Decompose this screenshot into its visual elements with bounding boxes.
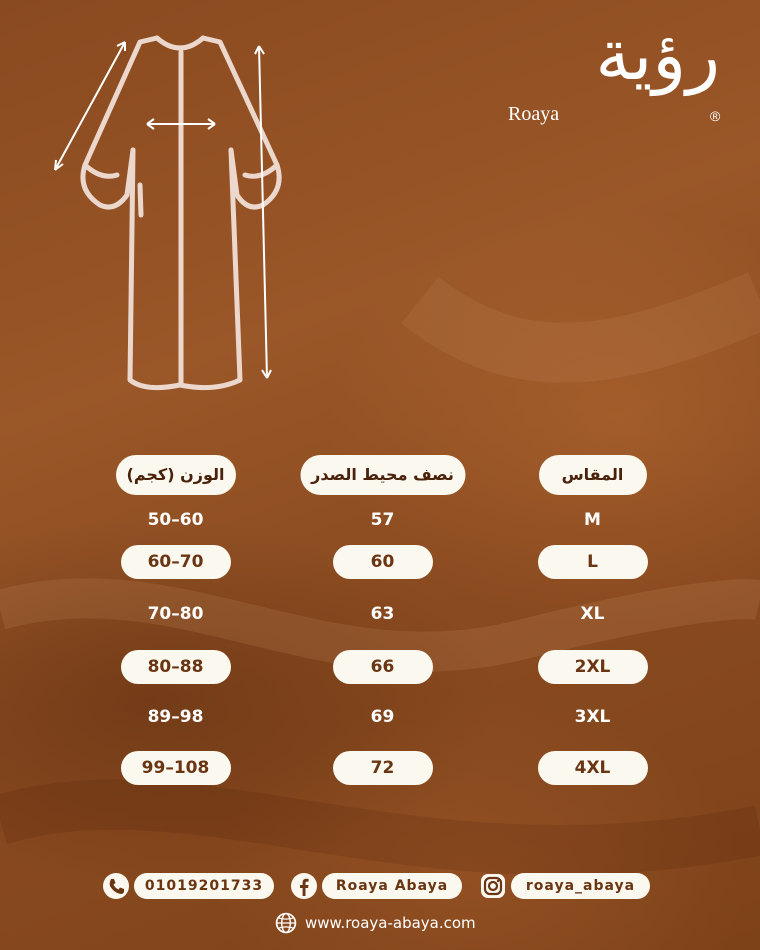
- chest-cell-xl: 63: [370, 604, 395, 624]
- weight-header: الوزن (كجم): [116, 455, 236, 495]
- brand-arabic-name: رؤية: [595, 14, 720, 96]
- instagram-icon: [479, 872, 507, 900]
- registered-mark: ®: [710, 108, 721, 124]
- size-header: المقاس: [539, 455, 647, 495]
- chest-cell-3xl: 69: [370, 707, 395, 727]
- weight-cell-l: 60–70: [121, 545, 231, 579]
- chest-cell-2xl: 66: [333, 650, 433, 684]
- weight-column: [118, 455, 233, 795]
- chest-cell-4xl: 72: [333, 751, 433, 785]
- size-cell-4xl: 4XL: [538, 751, 648, 785]
- weight-cell-m: 50–60: [147, 510, 204, 530]
- size-cell-l: L: [538, 545, 648, 579]
- chest-column: [311, 455, 454, 795]
- facebook-icon: [290, 872, 318, 900]
- size-cell-3xl: 3XL: [574, 707, 611, 727]
- weight-cell-3xl: 89–98: [147, 707, 204, 727]
- size-cell-m: M: [584, 510, 601, 530]
- weight-cell-2xl: 80–88: [121, 650, 231, 684]
- chest-cell-l: 60: [333, 545, 433, 579]
- website-link[interactable]: www.roaya-abaya.com: [305, 914, 476, 932]
- chest-cell-m: 57: [370, 510, 395, 530]
- size-column: [535, 455, 650, 795]
- weight-cell-4xl: 99–108: [121, 751, 231, 785]
- chest-header: نصف محيط الصدر: [300, 455, 465, 495]
- phone-icon: [102, 872, 130, 900]
- brand-latin-name: Roaya: [508, 103, 560, 125]
- size-cell-2xl: 2XL: [538, 650, 648, 684]
- brand-logo: [500, 14, 735, 133]
- globe-icon: [274, 911, 298, 935]
- weight-cell-xl: 70–80: [147, 604, 204, 624]
- facebook-handle[interactable]: Roaya Abaya: [322, 873, 462, 899]
- phone-number[interactable]: 01019201733: [134, 873, 274, 899]
- size-cell-xl: XL: [580, 604, 605, 624]
- abaya-measurement-diagram: [45, 30, 295, 400]
- instagram-handle[interactable]: roaya_abaya: [511, 873, 650, 899]
